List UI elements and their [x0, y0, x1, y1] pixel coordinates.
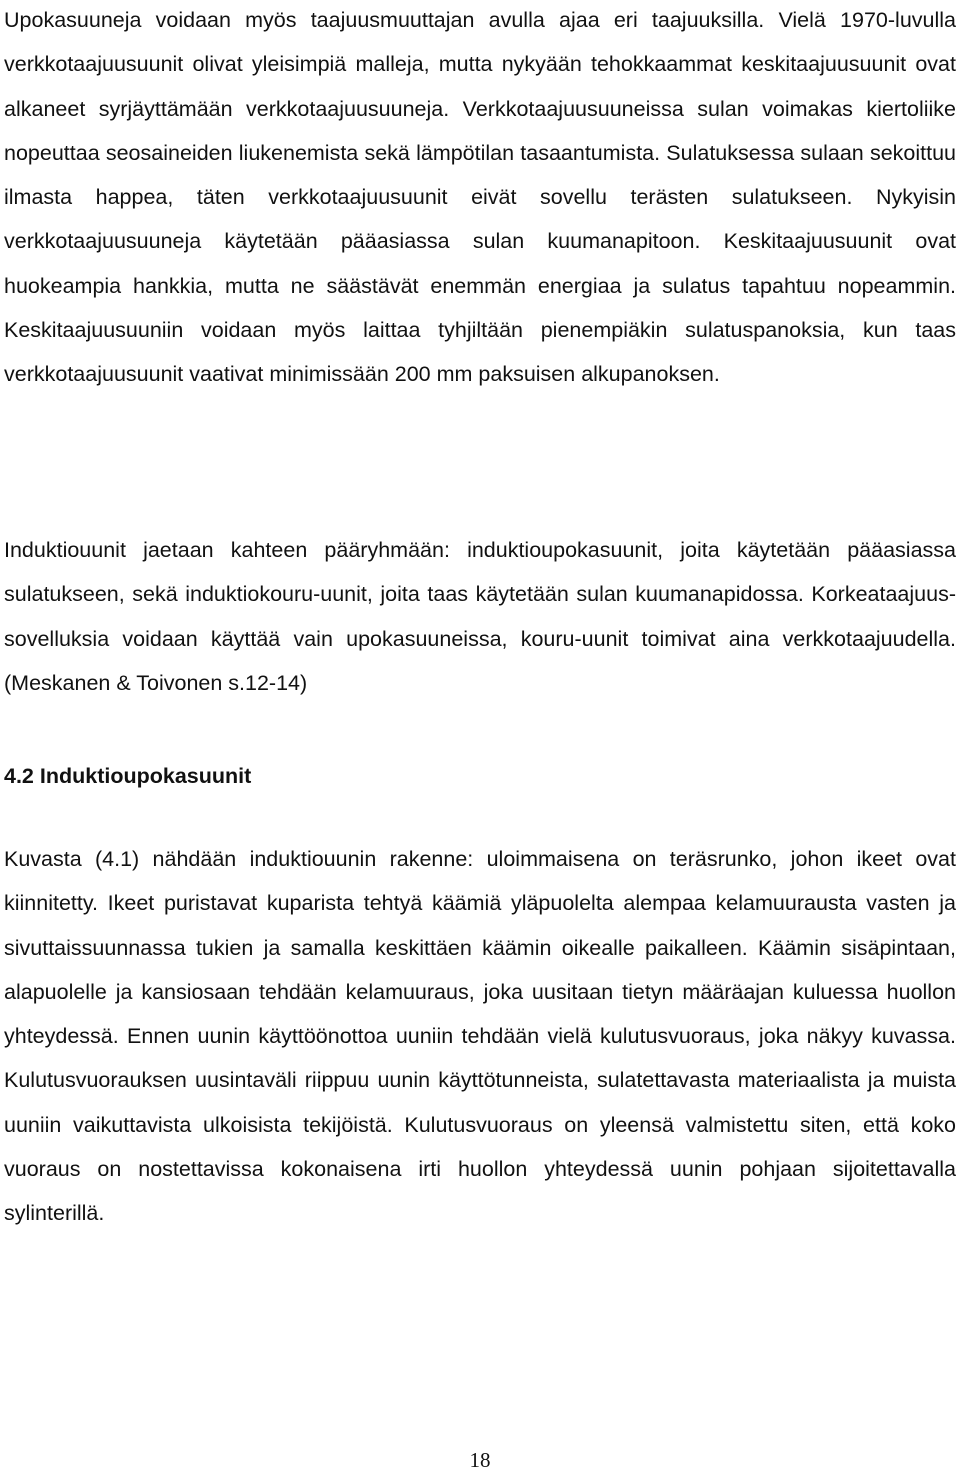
body-paragraph: Kuvasta (4.1) nähdään induktiouunin rakenne: uloimmaisena on teräsrunko, johon ikeet ovat kiinnitetty. Ikeet puristavat kuparista tehtyä käämiä yläpuolelta alempaa kelamuurausta vasten ja sivuttaissuunnassa tukien ja samalla keskittäen käämin oikealle paikalleen. Käämin sisäpintaan, alapuolelle ja kansiosaan tehdään kelamuuraus, joka uusitaan tietyn määräajan kuluessa huollon yhteydessä. Ennen uunin käyttöönottoa uuniin tehdään vielä kulutusvuoraus, joka näkyy kuvassa. Kulutusvuorauksen uusintaväli riippuu uunin käyttötunneista, sulatettavasta materiaalista ja muista uuniin vaikuttavista ulkoisista tekijöistä. Kulutusvuoraus on yleensä valmistettu siten, että koko vuoraus on nostettavissa kokonaisena irti huollon yhteydessä uunin pohjaan sijoitettavalla sylinterillä. — [4, 847, 956, 1226]
body-paragraph: Induktiouunit jaetaan kahteen pääryhmään: induktioupokasuunit, joita käytetään pääasiassa sulatukseen, sekä induktiokouru-uunit, joita taas käytetään sulan kuumanapidossa. Korkeataajuus-sovelluksia voidaan käyttää vain upokasuuneissa, kouru-uunit toimivat aina verkkotaajuudella. (Meskanen & Toivonen s.12-14) — [4, 538, 956, 695]
section-heading: 4.2 Induktioupokasuunit — [4, 764, 252, 788]
page-number: 18 — [469, 1448, 491, 1472]
body-paragraph: Upokasuuneja voidaan myös taajuusmuuttajan avulla ajaa eri taajuuksilla. Vielä 1970-luvulla verkkotaajuusuunit olivat yleisimpiä malleja, mutta nykyään tehokkaammat keskitaajuusuunit ovat alkaneet syrjäyttämään verkkotaajuusuuneja. Verkkotaajuusuuneissa sulan voimakas kiertoliike nopeuttaa seosaineiden liukenemista sekä lämpötilan tasaantumista. Sulatuksessa sulaan sekoittuu ilmasta happea, täten verkkotaajuusuunit eivät sovellu terästen sulatukseen. Nykyisin verkkotaajuusuuneja käytetään pääasiassa sulan kuumanapitoon. Keskitaajuusuunit ovat huokeampia hankkia, mutta ne säästävät enemmän energiaa ja sulatus tapahtuu nopeammin. Keskitaajuusuuniin voidaan myös laittaa tyhjiltään pienempiäkin sulatuspanoksia, kun taas verkkotaajuusuunit vaativat minimissään 200 mm paksuisen alkupanoksen. — [4, 8, 956, 387]
